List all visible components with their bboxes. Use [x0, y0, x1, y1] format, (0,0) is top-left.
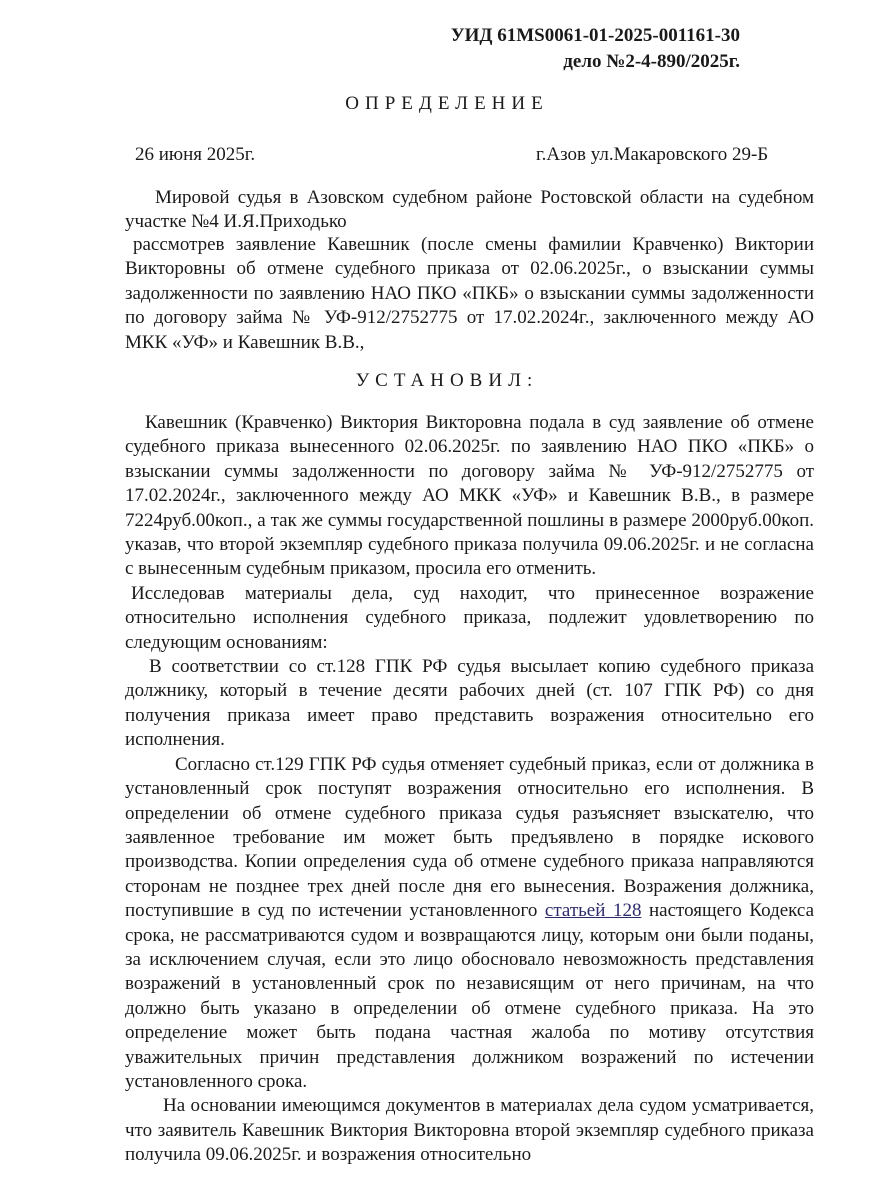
paragraph-article-129	[125, 753, 814, 1095]
paragraph-application: Кавешник (Кравченко) Виктория Викторовна подала в суд заявление об отмене судебного приказа вынесенного 02.06.2025г. по заявлению НАО ПКО «ПКБ» о взыскании суммы задолженности по договору займа № УФ-912/2752775 от 17.02.2024г., заключенного между АО МКК «УФ» и Кавешник В.В., в размере 7224руб.00коп., а так же суммы государственной пошлины в размере 2000руб.00коп. указав, что второй экземпляр судебного приказа получила 09.06.2025г. и не согласна с вынесенным судебным приказом, просила его отменить.	[125, 412, 814, 580]
document-place: г.Азов ул.Макаровского 29-Б	[536, 144, 769, 165]
paragraph-conclusion: На основании имеющимся документов в материалах дела судом усматривается, что заявитель Кавешник Виктория Викторовна второй экземпляр судебного приказа получила 09.06.2025г. и возражения относительно	[125, 1095, 814, 1166]
document-date: 26 июня 2025г.	[135, 144, 256, 165]
case-uid: УИД 61MS0061-01-2025-001161-30	[450, 25, 740, 46]
case-number: дело №2-4-890/2025г.	[563, 51, 740, 72]
document-body	[125, 411, 814, 1168]
paragraph-article-128: В соответствии со ст.128 ГПК РФ судья высылает копию судебного приказа должнику, который в течение десяти рабочих дней (ст. 107 ГПК РФ) со дня получения приказа имеет право представить возражения относительно его исполнения.	[125, 656, 814, 751]
intro-considered: рассмотрев заявление Кавешник (после смены фамилии Кравченко) Виктории Викторовны об отмене судебного приказа от 02.06.2025г., о взыскании суммы задолженности по заявлению НАО ПКО «ПКБ» о взыскании суммы задолженности по договору займа № УФ-912/2752775 от 17.02.2024г., заключенного между АО МКК «УФ» и Кавешник В.В.,	[125, 234, 814, 353]
paragraph-findings: Исследовав материалы дела, суд находит, что принесенное возражение относительно исполнения судебного приказа, подлежит удовлетворению по следующим основаниям:	[125, 582, 814, 653]
document-title: ОПРЕДЕЛЕНИЕ	[345, 93, 549, 114]
section-title-established: УСТАНОВИЛ:	[355, 370, 539, 391]
article-128-link[interactable]: статьей 128	[544, 900, 642, 922]
article-129-text-start: Согласно ст.129 ГПК РФ судья отменяет судебный приказ, если от должника в установленный срок поступят возражения относительно его исполнения. В определении об отмене судебного приказа судья разъясняет взыскателю, что заявленное требование им может быть предъявлено в порядке искового производства. Копии определения суда об отмене судебного приказа направляются сторонам не позднее трех дней после дня его вынесения. Возражения должника, поступившие в суд по истечении установленного	[125, 753, 814, 922]
intro-judge: Мировой судья в Азовском судебном районе Ростовской области на судебном участке №4 И.Я.Приходько	[125, 187, 814, 233]
article-129-text-end: настоящего Кодекса срока, не рассматриваются судом и возвращаются лицу, которым они были поданы, за исключением случая, если это лицо обосновало невозможность представления возражений в установленный срок по независящим от него причинам, на что должно быть указано в определении об отмене судебного приказа. На это определение может быть подана частная жалоба по мотиву отсутствия уважительных причин представления должником возражений по истечении установленного срока.	[125, 900, 815, 1092]
